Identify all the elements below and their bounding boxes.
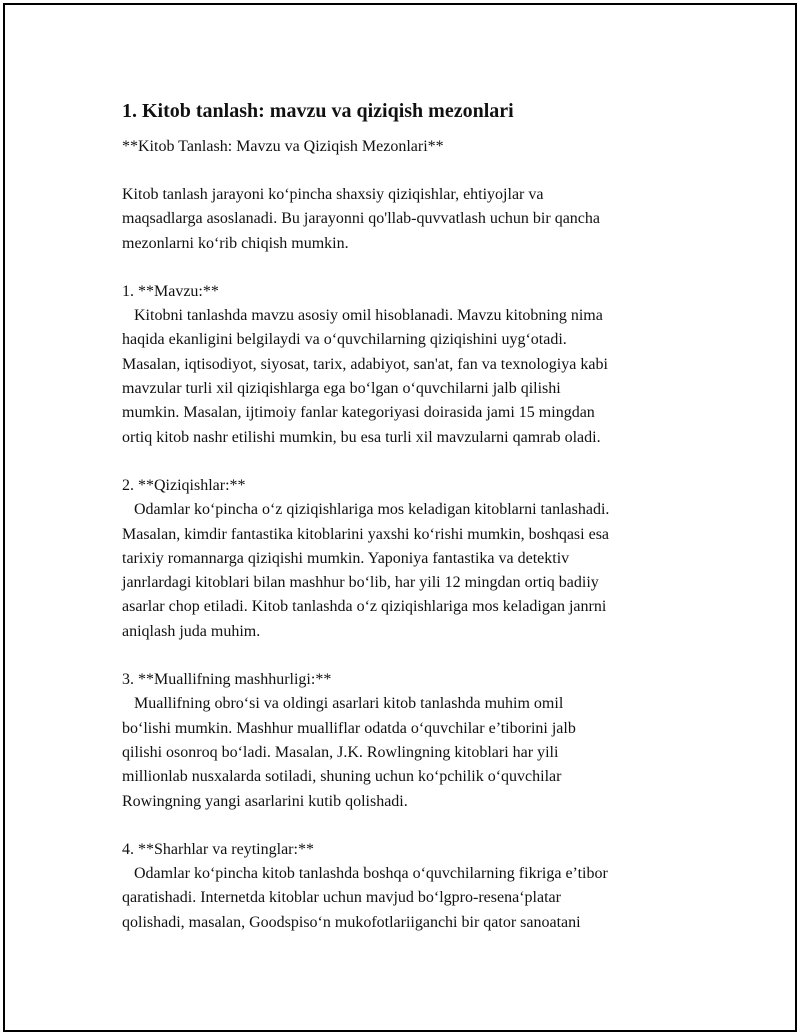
section-line: Odamlar ko‘pincha kitob tanlashda boshqa o‘quvchilarning fikriga e’tibor bbox=[134, 865, 608, 883]
document-page bbox=[3, 3, 797, 1032]
section-line: asarlar chop etiladi. Kitob tanlashda o‘z qiziqishlariga mos keladigan janrni bbox=[122, 598, 607, 616]
section-line: mavzular turli xil qiziqishlarga ega bo‘lgan o‘quvchilarni jalb qilishi bbox=[122, 380, 561, 398]
section-heading: 1. Kitob tanlash: mavzu va qiziqish mezonlari bbox=[122, 100, 514, 122]
document-body bbox=[122, 97, 692, 935]
intro-line: Kitob tanlash jarayoni ko‘pincha shaxsiy qiziqishlar, ehtiyojlar va bbox=[122, 186, 544, 203]
section-line: haqida ekanligini belgilaydi va o‘quvchilarning qiziqishini uyg‘otadi. bbox=[122, 331, 567, 349]
section-line: tarixiy romannarga qiziqishi mumkin. Yaponiya fantastika va detektiv bbox=[122, 549, 570, 567]
section-line: Masalan, kimdir fantastika kitoblarini yaxshi ko‘rishi mumkin, boshqasi esa bbox=[122, 525, 610, 543]
section-line: Masalan, iqtisodiyot, siyosat, tarix, adabiyot, san'at, fan va texnologiya kabi bbox=[122, 355, 608, 373]
section-line: ortiq kitob nashr etilishi mumkin, bu esa turli xil mavzularni qamrab oladi. bbox=[122, 428, 601, 446]
section-line: qolishadi, masalan, Goodspiso‘n mukofotlariiganchi bir qator sanoatani bbox=[122, 913, 581, 931]
section-title: 3. **Muallifning mashhurligi:** bbox=[122, 671, 332, 689]
intro-line: maqsadlarga asoslanadi. Bu jarayonni qo'llab-quvvatlash uchun bir qancha bbox=[122, 210, 601, 228]
section-qiziqishlar bbox=[122, 474, 692, 644]
section-title: 1. **Mavzu:** bbox=[122, 282, 219, 300]
document-subtitle: **Kitob Tanlash: Mavzu va Qiziqish Mezonlari** bbox=[122, 138, 444, 155]
intro-paragraph bbox=[122, 183, 692, 256]
section-muallif bbox=[122, 668, 692, 814]
section-line: qilishi osonroq bo‘ladi. Masalan, J.K. Rowlingning kitoblari har yili bbox=[122, 743, 559, 761]
section-line: aniqlash juda muhim. bbox=[122, 622, 261, 640]
section-line: millionlab nusxalarda sotiladi, shuning uchun ko‘pchilik o‘quvchilar bbox=[122, 768, 562, 786]
section-title: 2. **Qiziqishlar:** bbox=[122, 476, 246, 494]
intro-line: mezonlarni ko‘rib chiqish mumkin. bbox=[122, 234, 349, 252]
section-line: bo‘lishi mumkin. Mashhur mualliflar odatda o‘quvchilar e’tiborini jalb bbox=[122, 719, 576, 737]
section-line: qaratishadi. Internetda kitoblar uchun mavjud bo‘lgpro-resena‘platar bbox=[122, 889, 561, 907]
section-sharhlar bbox=[122, 838, 692, 935]
section-line: Odamlar ko‘pincha o‘z qiziqishlariga mos keladigan kitoblarni tanlashadi. bbox=[134, 501, 610, 519]
section-line: Kitobni tanlashda mavzu asosiy omil hisoblanadi. Mavzu kitobning nima bbox=[134, 307, 603, 325]
section-mavzu bbox=[122, 280, 692, 450]
section-line: Muallifning obro‘si va oldingi asarlari kitob tanlashda muhim omil bbox=[134, 695, 564, 713]
section-line: Rowingning yangi asarlarini kutib qolishadi. bbox=[122, 792, 408, 810]
section-line: janrlardagi kitoblari bilan mashhur bo‘lib, har yili 12 mingdan ortiq badiiy bbox=[122, 574, 599, 592]
section-title: 4. **Sharhlar va reytinglar:** bbox=[122, 840, 314, 858]
section-line: mumkin. Masalan, ijtimoiy fanlar kategoriyasi doirasida jami 15 mingdan bbox=[122, 404, 595, 422]
